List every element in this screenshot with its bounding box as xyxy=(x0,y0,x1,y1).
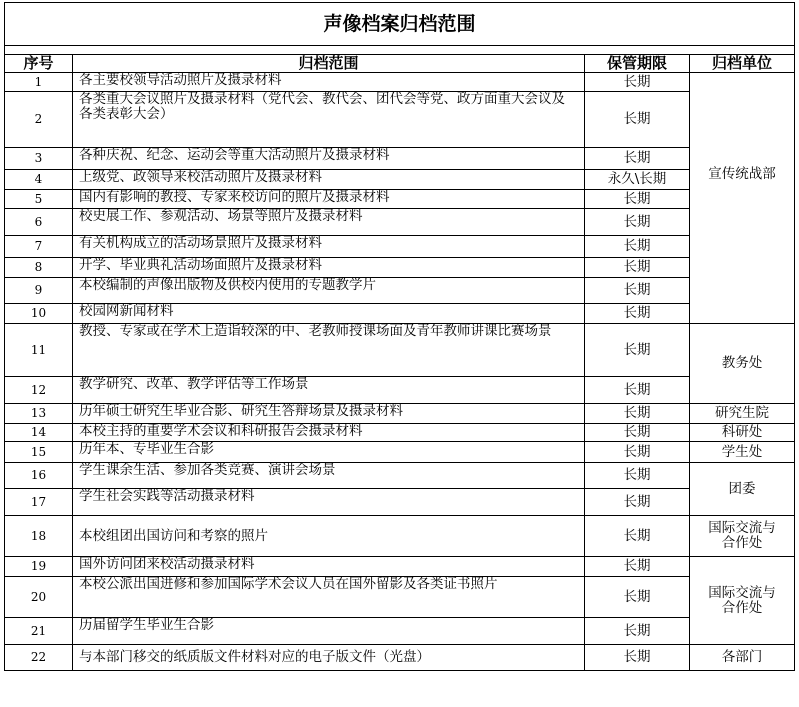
row-scope: 国内有影响的教授、专家来校访问的照片及摄录材料 xyxy=(73,190,585,209)
row-period: 长期 xyxy=(585,209,690,236)
header-scope: 归档范围 xyxy=(73,55,585,73)
row-no: 19 xyxy=(5,557,73,577)
row-period: 长期 xyxy=(585,278,690,304)
unit-academic: 教务处 xyxy=(690,324,795,404)
table-row xyxy=(5,404,795,424)
row-no: 4 xyxy=(5,170,73,190)
table-row xyxy=(5,618,795,645)
table-row xyxy=(5,424,795,442)
row-period: 长期 xyxy=(585,516,690,557)
row-no: 15 xyxy=(5,442,73,463)
row-no: 2 xyxy=(5,92,73,148)
row-scope: 国外访问团来校活动摄录材料 xyxy=(73,557,585,577)
unit-youth: 团委 xyxy=(690,463,795,516)
row-period: 长期 xyxy=(585,424,690,442)
row-period: 长期 xyxy=(585,645,690,671)
unit-publicity: 宣传统战部 xyxy=(690,73,795,324)
unit-student: 学生处 xyxy=(690,442,795,463)
row-period: 长期 xyxy=(585,92,690,148)
unit-intl-a: 国际交流与合作处 xyxy=(690,516,795,557)
row-period: 长期 xyxy=(585,73,690,92)
row-scope: 历年硕士研究生毕业合影、研究生答辩场景及摄录材料 xyxy=(73,404,585,424)
row-scope: 校史展工作、参观活动、场景等照片及摄录材料 xyxy=(73,209,585,236)
row-period: 长期 xyxy=(585,618,690,645)
row-no: 7 xyxy=(5,236,73,258)
row-scope: 开学、毕业典礼活动场面照片及摄录材料 xyxy=(73,258,585,278)
row-no: 5 xyxy=(5,190,73,209)
table-row xyxy=(5,236,795,258)
row-scope: 各主要校领导活动照片及摄录材料 xyxy=(73,73,585,92)
row-scope: 与本部门移交的纸质版文件材料对应的电子版文件（光盘） xyxy=(73,645,585,671)
table-row xyxy=(5,645,795,671)
row-scope: 学生课余生活、参加各类竞赛、演讲会场景 xyxy=(73,463,585,489)
row-scope: 教学研究、改革、教学评估等工作场景 xyxy=(73,377,585,404)
row-scope: 教授、专家或在学术上造诣较深的中、老教师授课场面及青年教师讲课比赛场景 xyxy=(73,324,585,377)
row-period: 长期 xyxy=(585,324,690,377)
header-unit: 归档单位 xyxy=(690,55,795,73)
row-no: 16 xyxy=(5,463,73,489)
table-row xyxy=(5,516,795,557)
table-row xyxy=(5,209,795,236)
row-period: 长期 xyxy=(585,236,690,258)
table-row xyxy=(5,73,795,92)
table-row xyxy=(5,377,795,404)
row-no: 1 xyxy=(5,73,73,92)
row-no: 17 xyxy=(5,489,73,516)
row-scope: 本校编制的声像出版物及供校内使用的专题教学片 xyxy=(73,278,585,304)
row-period: 长期 xyxy=(585,577,690,618)
row-scope: 本校公派出国进修和参加国际学术会议人员在国外留影及各类证书照片 xyxy=(73,577,585,618)
unit-research: 科研处 xyxy=(690,424,795,442)
table-row xyxy=(5,258,795,278)
row-no: 22 xyxy=(5,645,73,671)
table-row xyxy=(5,148,795,170)
table-row xyxy=(5,190,795,209)
header-period: 保管期限 xyxy=(585,55,690,73)
row-scope: 校园网新闻材料 xyxy=(73,304,585,324)
row-scope: 各种庆祝、纪念、运动会等重大活动照片及摄录材料 xyxy=(73,148,585,170)
row-no: 6 xyxy=(5,209,73,236)
spacer-row xyxy=(5,46,795,55)
row-period: 长期 xyxy=(585,442,690,463)
row-no: 13 xyxy=(5,404,73,424)
row-no: 14 xyxy=(5,424,73,442)
row-no: 21 xyxy=(5,618,73,645)
row-period: 长期 xyxy=(585,557,690,577)
row-no: 8 xyxy=(5,258,73,278)
table-row xyxy=(5,92,795,148)
row-scope: 本校主持的重要学术会议和科研报告会摄录材料 xyxy=(73,424,585,442)
row-scope: 各类重大会议照片及摄录材料（党代会、教代会、团代会等党、政方面重大会议及各类表彰大会） xyxy=(73,92,585,148)
row-scope: 有关机构成立的活动场景照片及摄录材料 xyxy=(73,236,585,258)
table-row xyxy=(5,577,795,618)
row-period: 长期 xyxy=(585,489,690,516)
row-scope: 历年本、专毕业生合影 xyxy=(73,442,585,463)
row-no: 18 xyxy=(5,516,73,557)
unit-all: 各部门 xyxy=(690,645,795,671)
table-row xyxy=(5,304,795,324)
row-scope: 上级党、政领导来校活动照片及摄录材料 xyxy=(73,170,585,190)
archive-scope-table xyxy=(4,2,795,671)
row-no: 11 xyxy=(5,324,73,377)
row-scope: 学生社会实践等活动摄录材料 xyxy=(73,489,585,516)
row-no: 20 xyxy=(5,577,73,618)
title-spacer xyxy=(5,46,795,55)
row-period: 长期 xyxy=(585,148,690,170)
row-period: 永久\长期 xyxy=(585,170,690,190)
row-period: 长期 xyxy=(585,304,690,324)
row-scope: 本校组团出国访问和考察的照片 xyxy=(73,516,585,557)
row-scope: 历届留学生毕业生合影 xyxy=(73,618,585,645)
row-period: 长期 xyxy=(585,463,690,489)
table-row xyxy=(5,489,795,516)
header-no: 序号 xyxy=(5,55,73,73)
title-row xyxy=(5,3,795,46)
row-no: 9 xyxy=(5,278,73,304)
table-row xyxy=(5,463,795,489)
archive-scope-document xyxy=(4,2,794,671)
table-row xyxy=(5,278,795,304)
row-no: 12 xyxy=(5,377,73,404)
row-period: 长期 xyxy=(585,190,690,209)
header-row xyxy=(5,55,795,73)
table-row xyxy=(5,170,795,190)
table-row xyxy=(5,442,795,463)
unit-graduate: 研究生院 xyxy=(690,404,795,424)
row-no: 10 xyxy=(5,304,73,324)
row-period: 长期 xyxy=(585,377,690,404)
table-row xyxy=(5,324,795,377)
row-period: 长期 xyxy=(585,258,690,278)
unit-intl-b: 国际交流与合作处 xyxy=(690,557,795,645)
row-period: 长期 xyxy=(585,404,690,424)
row-no: 3 xyxy=(5,148,73,170)
table-title: 声像档案归档范围 xyxy=(5,3,795,46)
table-row xyxy=(5,557,795,577)
